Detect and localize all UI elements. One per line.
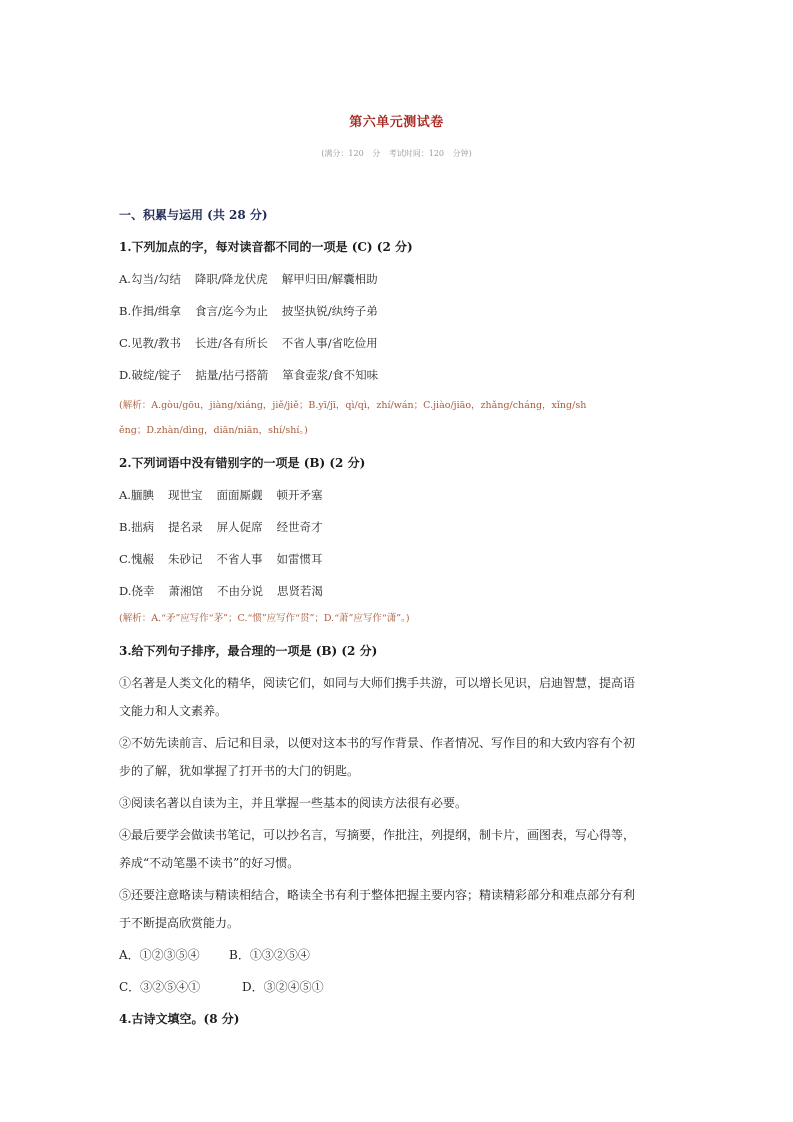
question-3-option-a: A．①②③⑤④ — [119, 948, 200, 962]
option-part: 如雷惯耳 — [276, 552, 323, 566]
option-part: 思贤若渴 — [276, 584, 323, 598]
question-4-stem: 4.古诗文填空。(8 分) — [119, 1012, 240, 1026]
question-1-stem: 1.下列加点的字，每对读音都不同的一项是 (C) (2 分) — [119, 240, 413, 254]
option-part: 顿开矛塞 — [276, 488, 323, 502]
question-1-analysis: (解析：A.gòu/gōu，jiàng/xiáng，jiě/jiě；B.yī/jī，qì/qì，zhí/wán；C.jiào/jiāo，zhǎng/cháng，xǐng/sh — [119, 400, 587, 411]
question-3-option-d: D．③②④⑤① — [242, 980, 324, 994]
option-part: B.作揖/缉拿 — [119, 304, 181, 318]
question-2-analysis: (解析：A.“矛”应写作“茅”；C.“惯”应写作“贯”；D.“萧”应写作“潇”。) — [119, 613, 410, 624]
option-part: B.拙病 — [119, 520, 155, 534]
option-part: 经世奇才 — [276, 520, 323, 534]
option-part: C.愧赧 — [119, 552, 155, 566]
sentence-2: ②不妨先读前言、后记和目录，以便对这本书的写作背景、作者情况、写作目的和大致内容有个初 — [119, 736, 636, 750]
question-1-option-a — [119, 271, 689, 287]
question-1-option-b — [119, 303, 689, 319]
sentence-2-cont: 步的了解，犹如掌握了打开书的大门的钥匙。 — [119, 764, 360, 778]
question-2-option-d — [119, 583, 689, 599]
option-part: 箪食壶浆/食不知味 — [282, 368, 379, 382]
question-3-options-row-2 — [119, 979, 689, 995]
sentence-5-cont: 于不断提高欣赏能力。 — [119, 916, 240, 930]
option-part: 掂量/拈弓搭箭 — [195, 368, 269, 382]
question-2-option-a — [119, 487, 689, 503]
option-part: 食言/迄今为止 — [194, 304, 268, 318]
option-part: C.见教/教书 — [119, 336, 181, 350]
sentence-3: ③阅读名著以自读为主，并且掌握一些基本的阅读方法很有必要。 — [119, 796, 468, 810]
question-1-option-c — [119, 335, 689, 351]
exam-info: (满分：120 分 考试时间：120 分钟) — [321, 149, 472, 158]
option-part: 不由分说 — [216, 584, 263, 598]
sentence-5: ⑤还要注意略读与精读相结合，略读全书有利于整体把握主要内容；精读精彩部分和难点部分有利 — [119, 888, 636, 902]
question-3-option-c: C．③②⑤④① — [119, 980, 201, 994]
page-title: 第六单元测试卷 — [349, 115, 444, 130]
option-part: 披坚执锐/纨绔子弟 — [281, 304, 378, 318]
option-part: 不省人事/省吃俭用 — [281, 336, 378, 350]
question-3-option-b: B．①③②⑤④ — [229, 948, 310, 962]
option-part: 朱砂记 — [168, 552, 203, 566]
sentence-4-cont: 养成“不动笔墨不读书”的好习惯。 — [119, 856, 300, 870]
question-3-options-row-1 — [119, 947, 689, 963]
question-1-analysis-cont: ěng；D.zhàn/dìng，diān/niān，shí/shí。) — [119, 425, 308, 436]
option-part: 长进/各有所长 — [194, 336, 268, 350]
option-part: D.侥幸 — [119, 584, 155, 598]
sentence-4: ④最后要学会做读书笔记，可以抄名言，写摘要，作批注，列提纲，制卡片，画图表，写心得等， — [119, 828, 636, 842]
question-2-option-b — [119, 519, 689, 535]
question-3-stem: 3.给下列句子排序，最合理的一项是 (B) (2 分) — [119, 644, 378, 658]
question-2-stem: 2.下列词语中没有错别字的一项是 (B) (2 分) — [119, 456, 366, 470]
section-heading: 一、积累与运用 (共 28 分) — [119, 208, 268, 222]
question-1-option-d — [119, 367, 689, 383]
option-part: 降职/降龙伏虎 — [194, 272, 268, 286]
option-part: 屏人促席 — [216, 520, 263, 534]
question-2-option-c — [119, 551, 689, 567]
option-part: 解甲归田/解囊相助 — [281, 272, 378, 286]
option-part: A.腼腆 — [119, 488, 154, 502]
sentence-1: ①名著是人类文化的精华，阅读它们，如同与大师们携手共游，可以增长见识，启迪智慧，提高语 — [119, 676, 636, 690]
option-part: 面面厮觑 — [216, 488, 263, 502]
sentence-1-cont: 文能力和人文素养。 — [119, 704, 228, 718]
option-part: 现世宝 — [167, 488, 203, 502]
option-part: D.破绽/锭子 — [119, 368, 182, 382]
option-part: 萧湘馆 — [168, 584, 203, 598]
option-part: A.勾当/勾结 — [119, 272, 181, 286]
option-part: 不省人事 — [216, 552, 263, 566]
option-part: 提名录 — [168, 520, 203, 534]
